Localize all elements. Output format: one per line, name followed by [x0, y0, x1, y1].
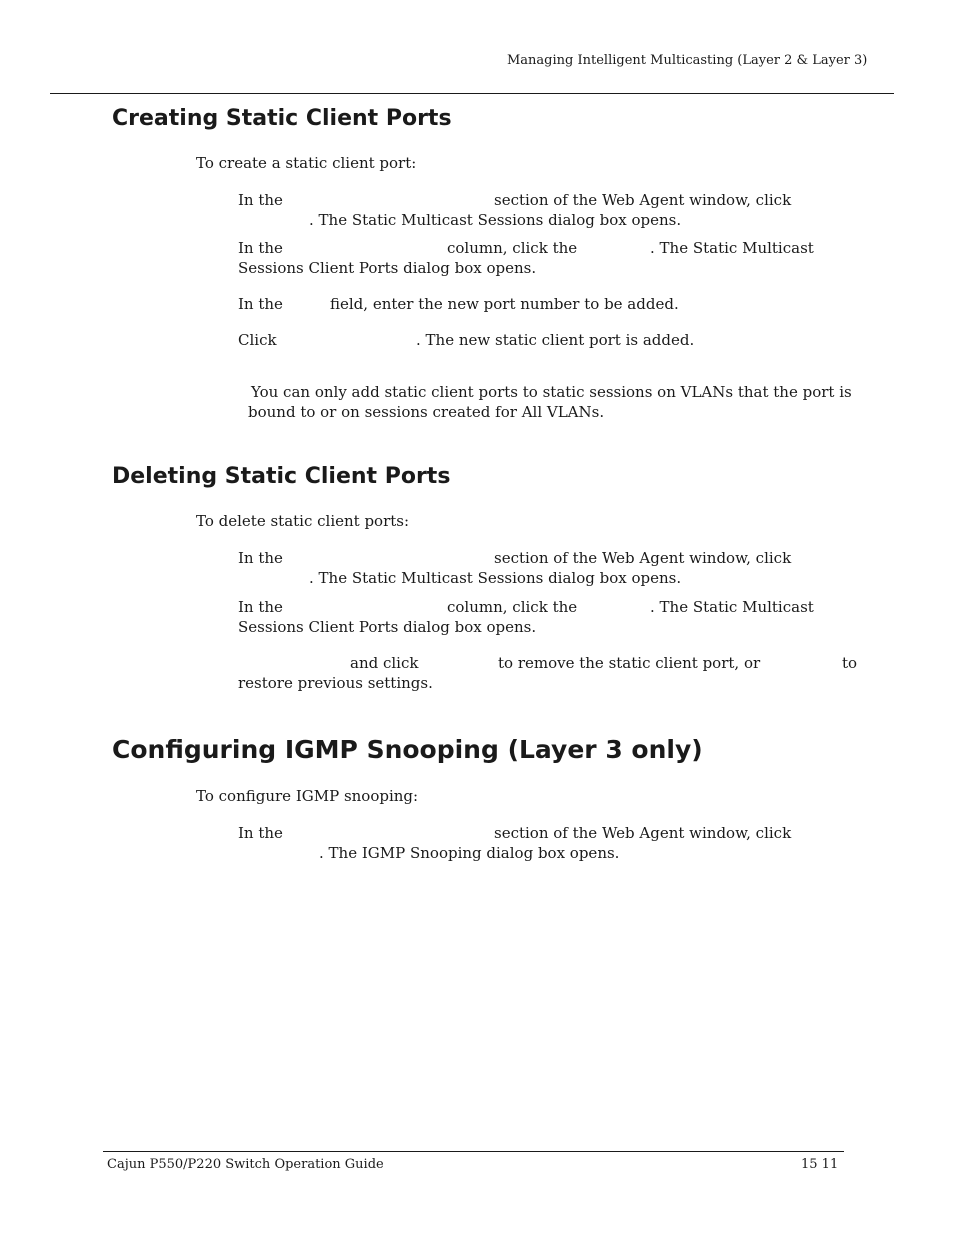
creating-step1-c: . The Static Multicast Sessions dialog box opens. — [309, 211, 682, 229]
running-header: Managing Intelligent Multicasting (Layer 2 & Layer 3) — [507, 53, 868, 68]
igmp-step1-a: In the — [238, 824, 283, 842]
creating-step3-a: In the — [238, 295, 283, 313]
igmp-step1-b: section of the Web Agent window, click — [494, 824, 792, 842]
deleting-step2-b: column, click the — [447, 598, 578, 616]
section-heading-deleting: Deleting Static Client Ports — [112, 464, 451, 489]
deleting-step3-a: and click — [350, 654, 419, 672]
deleting-step3-c: to — [842, 654, 858, 672]
section-heading-igmp: Configuring IGMP Snooping (Layer 3 only) — [112, 735, 703, 764]
deleting-step2-a: In the — [238, 598, 283, 616]
deleting-step1-c: . The Static Multicast Sessions dialog box opens. — [309, 569, 682, 587]
footer-page-number: 15 11 — [801, 1157, 839, 1172]
deleting-step1-a: In the — [238, 549, 283, 567]
deleting-step2-d: Sessions Client Ports dialog box opens. — [238, 618, 537, 636]
creating-step1-b: section of the Web Agent window, click — [494, 191, 792, 209]
creating-step2-a: In the — [238, 239, 283, 257]
creating-note-line2: bound to or on sessions created for All VLANs. — [248, 403, 605, 421]
deleting-step1-b: section of the Web Agent window, click — [494, 549, 792, 567]
deleting-intro: To delete static client ports: — [196, 512, 410, 530]
creating-step2-d: Sessions Client Ports dialog box opens. — [238, 259, 537, 277]
creating-step1-a: In the — [238, 191, 283, 209]
creating-step2-c: . The Static Multicast — [650, 239, 814, 257]
deleting-step3-d: restore previous settings. — [238, 674, 433, 692]
deleting-step3-b: to remove the static client port, or — [498, 654, 761, 672]
creating-step4-b: . The new static client port is added. — [416, 331, 695, 349]
creating-note-line1: You can only add static client ports to static sessions on VLANs that the port is — [251, 383, 852, 401]
creating-step3-b: field, enter the new port number to be added. — [330, 295, 679, 313]
footer-rule — [103, 1151, 844, 1152]
deleting-step2-c: . The Static Multicast — [650, 598, 814, 616]
igmp-intro: To configure IGMP snooping: — [196, 787, 419, 805]
header-rule — [50, 93, 894, 94]
section-heading-creating: Creating Static Client Ports — [112, 106, 452, 131]
creating-step2-b: column, click the — [447, 239, 578, 257]
footer-guide-title: Cajun P550/P220 Switch Operation Guide — [107, 1157, 384, 1172]
creating-step4-a: Click — [238, 331, 277, 349]
igmp-step1-c: . The IGMP Snooping dialog box opens. — [319, 844, 620, 862]
creating-intro: To create a static client port: — [196, 154, 417, 172]
